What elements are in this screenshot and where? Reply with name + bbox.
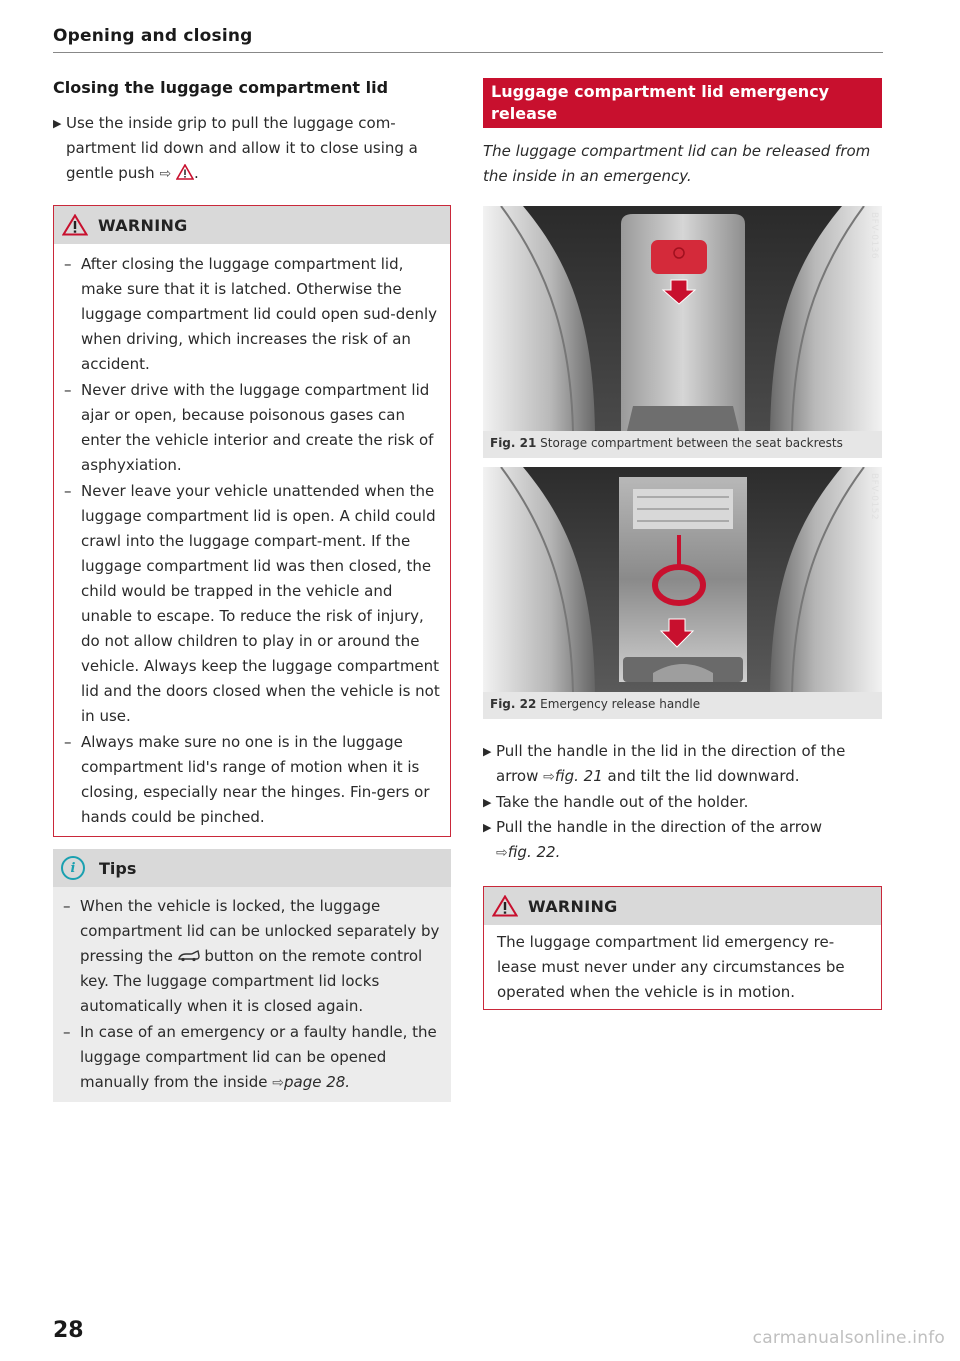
step-bullet-icon: ▶ — [483, 796, 492, 809]
storage-compartment-illustration — [483, 206, 882, 431]
section-heading-emergency: Luggage compartment lid emergency release — [483, 78, 882, 128]
release-steps — [483, 739, 882, 866]
warning-item: – After closing the luggage compartment lid, make sure that it is latched. Otherwise the luggage compartment lid could open sud-denly when driving, which increases the risk of an accident. — [64, 255, 437, 373]
figure-21 — [483, 206, 882, 458]
step-take-handle: ▶ Take the handle out of the holder. — [483, 790, 882, 815]
warning-box-left — [53, 205, 451, 837]
tips-header — [53, 849, 451, 887]
reference-arrow-icon: ⇨ — [543, 769, 555, 785]
tips-box — [53, 849, 451, 1102]
left-column — [53, 75, 451, 1102]
watermark: carmanualsonline.info — [752, 1328, 945, 1348]
warning-body — [484, 925, 881, 1009]
info-icon: i — [61, 856, 85, 880]
figure-21-caption: Fig. 21 Storage compartment between the seat backrests — [490, 436, 843, 450]
header-title: Opening and closing — [53, 26, 253, 46]
reference-arrow-icon: ⇨ — [496, 845, 508, 861]
warning-box-right — [483, 886, 882, 1010]
warning-item: – Always make sure no one is in the luggage compartment lid's range of motion when it is closing, especially near the hinges. Fin-gers or hands could be pinched. — [64, 733, 430, 826]
warning-title: WARNING — [528, 896, 618, 916]
warning-triangle-icon — [62, 214, 88, 236]
warning-body — [54, 244, 450, 836]
tips-title: Tips — [99, 858, 137, 878]
figure-22-image — [483, 467, 882, 692]
header-rule — [53, 52, 883, 53]
step-pull-direction: ▶ Pull the handle in the direction of the arrow ⇨fig. 22. — [483, 815, 882, 866]
warning-triangle-icon — [176, 164, 194, 180]
trunk-car-icon — [178, 950, 200, 962]
step-bullet-icon: ▶ — [483, 745, 492, 758]
figure-code: BFV-0136 — [869, 212, 879, 260]
figure-22 — [483, 467, 882, 719]
emergency-release-handle-illustration — [483, 467, 882, 692]
warning-header — [484, 887, 881, 925]
tips-item: – In case of an emergency or a faulty handle, the luggage compartment lid can be opened manually from the inside ⇨page 28. — [63, 1023, 437, 1091]
step-text: Use the inside grip to pull the luggage com-partment lid down and allow it to close using a gentle push — [66, 114, 418, 182]
figure-reference-link[interactable]: fig. 22. — [507, 843, 561, 861]
page-number: 28 — [53, 1318, 84, 1343]
step-pull-handle: ▶ Pull the handle in the lid in the direction of the arrow ⇨fig. 21 and tilt the lid downward. — [483, 739, 882, 790]
reference-arrow-icon: ⇨ — [159, 166, 172, 182]
warning-item: – Never drive with the luggage compartment lid ajar or open, because poisonous gases can enter the vehicle interior and create the risk of asphyxiation. — [64, 381, 434, 474]
figure-code: BFV-0152 — [869, 473, 879, 521]
tips-item: – When the vehicle is locked, the luggage compartment lid can be unlocked separately by pressing the button on the remote control key. The luggage compartment lid locks automatically when it is closed again. — [63, 897, 440, 1015]
figure-reference-link[interactable]: fig. 21 — [554, 767, 603, 785]
warning-item: – Never leave your vehicle unattended when the luggage compartment lid is open. A child could crawl into the luggage compart-ment. If the luggage compartment lid was then closed, the child would be trapped in the vehicle and unable to escape. To reduce the risk of injury, do not allow children to play in or around the vehicle. Always keep the luggage compartment lid and the doors closed when the vehicle is not in use. — [64, 482, 440, 725]
section-heading-closing: Closing the luggage compartment lid — [53, 78, 389, 97]
step-bullet-icon: ▶ — [53, 117, 62, 130]
warning-title: WARNING — [98, 215, 188, 235]
warning-header — [54, 206, 450, 244]
figure-22-caption: Fig. 22 Emergency release handle — [490, 697, 701, 711]
intro-text: The luggage compartment lid can be released from the inside in an emergency. — [483, 142, 871, 185]
figure-21-image — [483, 206, 882, 431]
warning-text: The luggage compartment lid emergency re-lease must never under any circumstances be operated when the vehicle is in motion. — [497, 933, 845, 1001]
right-column — [483, 78, 882, 1010]
warning-triangle-icon — [492, 895, 518, 917]
step-close-lid: ▶ Use the inside grip to pull the luggage com-partment lid down and allow it to close using a gentle push ⇨ . — [53, 111, 451, 187]
page-reference-link[interactable]: page 28. — [283, 1073, 351, 1091]
reference-arrow-icon: ⇨ — [272, 1075, 284, 1091]
tips-body — [53, 887, 451, 1102]
step-bullet-icon: ▶ — [483, 821, 492, 834]
